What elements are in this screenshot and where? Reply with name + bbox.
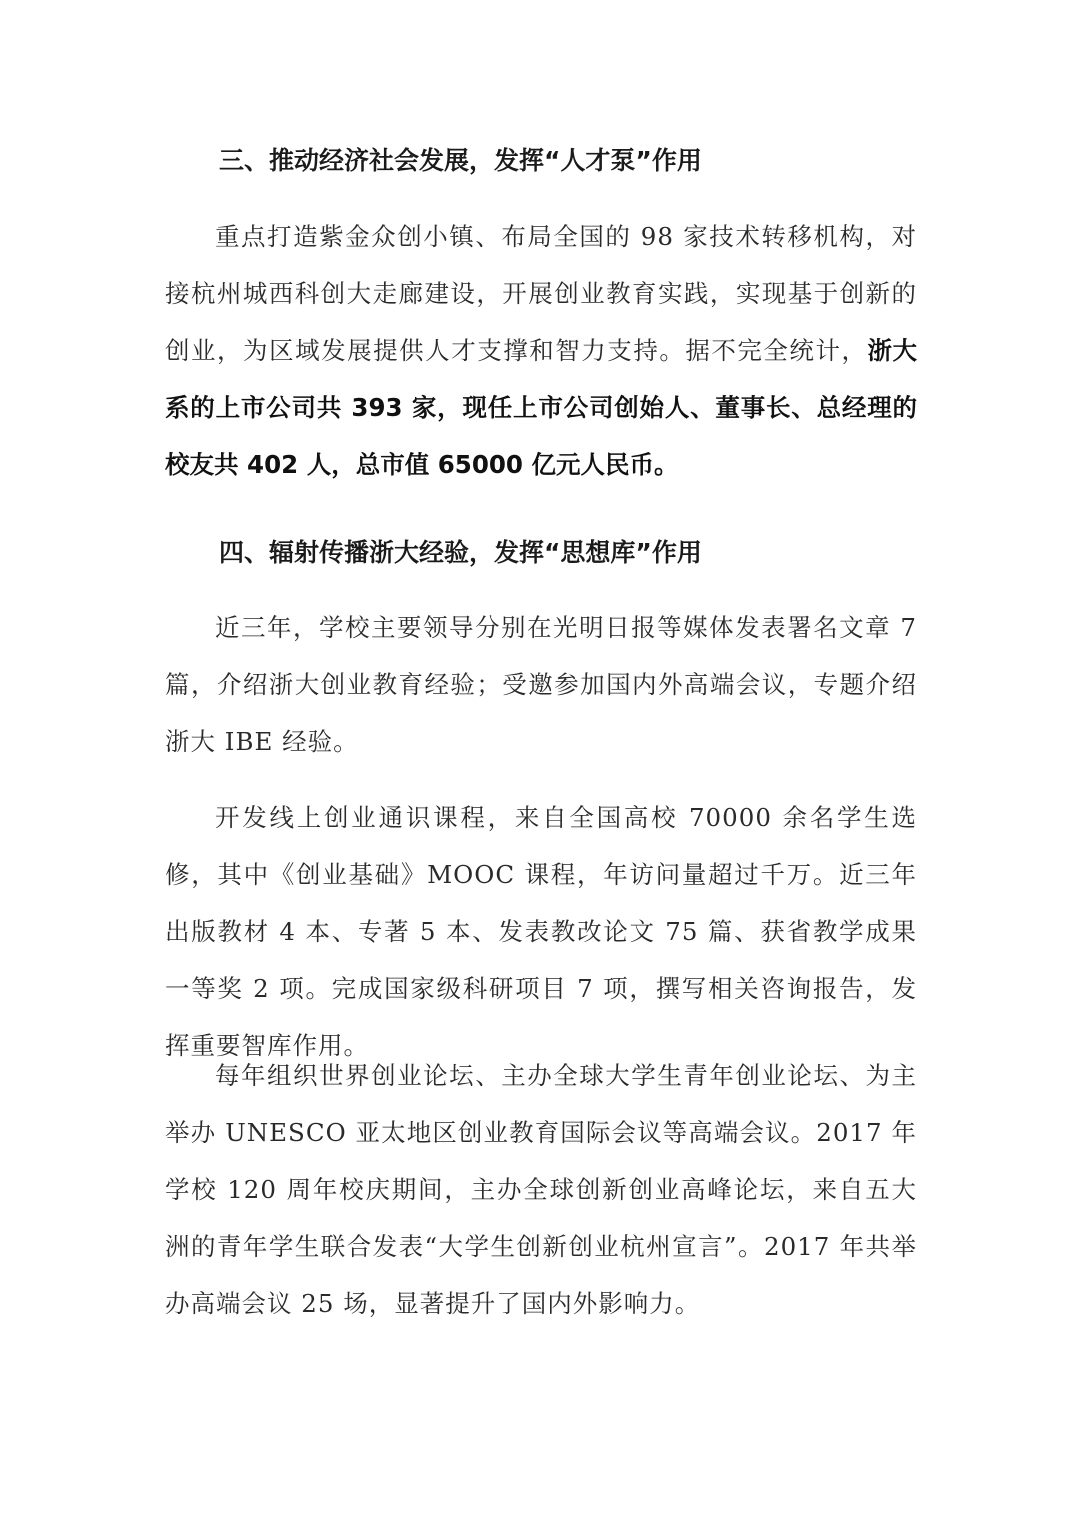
section-4-paragraph-1: 近三年，学校主要领导分别在光明日报等媒体发表署名文章 7 篇，介绍浙大创业教育经验；受邀参加国内外高端会议，专题介绍浙大 IBE 经验。 <box>165 613 917 756</box>
section-3-paragraph-1-bold-text: 浙大系的上市公司共 393 家，现任上市公司创始人、董事长、总经理的校友共 402 人，总市值 65000 亿元人民币。 <box>165 336 918 479</box>
section-4-paragraph-3: 每年组织世界创业论坛、主办全球大学生青年创业论坛、为主举办 UNESCO 亚太地区创业教育国际会议等高端会议。2017 年学校 120 周年校庆期间，主办全球创新创业高峰论坛，来自五大洲的青年学生联合发表“大学生创新创业杭州宣言”。2017 年共举办高端会议 25 场，显著提升了国内外影响力。 <box>165 1061 917 1318</box>
section-4-paragraph-2: 开发线上创业通识课程，来自全国高校 70000 余名学生选修，其中《创业基础》MOOC 课程，年访问量超过千万。近三年出版教材 4 本、专著 5 本、发表教改论文 75 篇、获省教学成果一等奖 2 项。完成国家级科研项目 7 项，撰写相关咨询报告，发挥重要智库作用。 <box>165 803 917 1060</box>
section-3-paragraph-1 <box>165 208 917 493</box>
section-4-heading: 四、辐射传播浙大经验，发挥“思想库”作用 <box>219 538 702 567</box>
section-3-paragraph-1-text: 重点打造紫金众创小镇、布局全国的 98 家技术转移机构，对接杭州城西科创大走廊建设，开展创业教育实践，实现基于创新的创业，为区域发展提供人才支撑和智力支持。据不完全统计， <box>165 222 917 365</box>
section-3-heading: 三、推动经济社会发展，发挥“人才泵”作用 <box>219 146 702 175</box>
